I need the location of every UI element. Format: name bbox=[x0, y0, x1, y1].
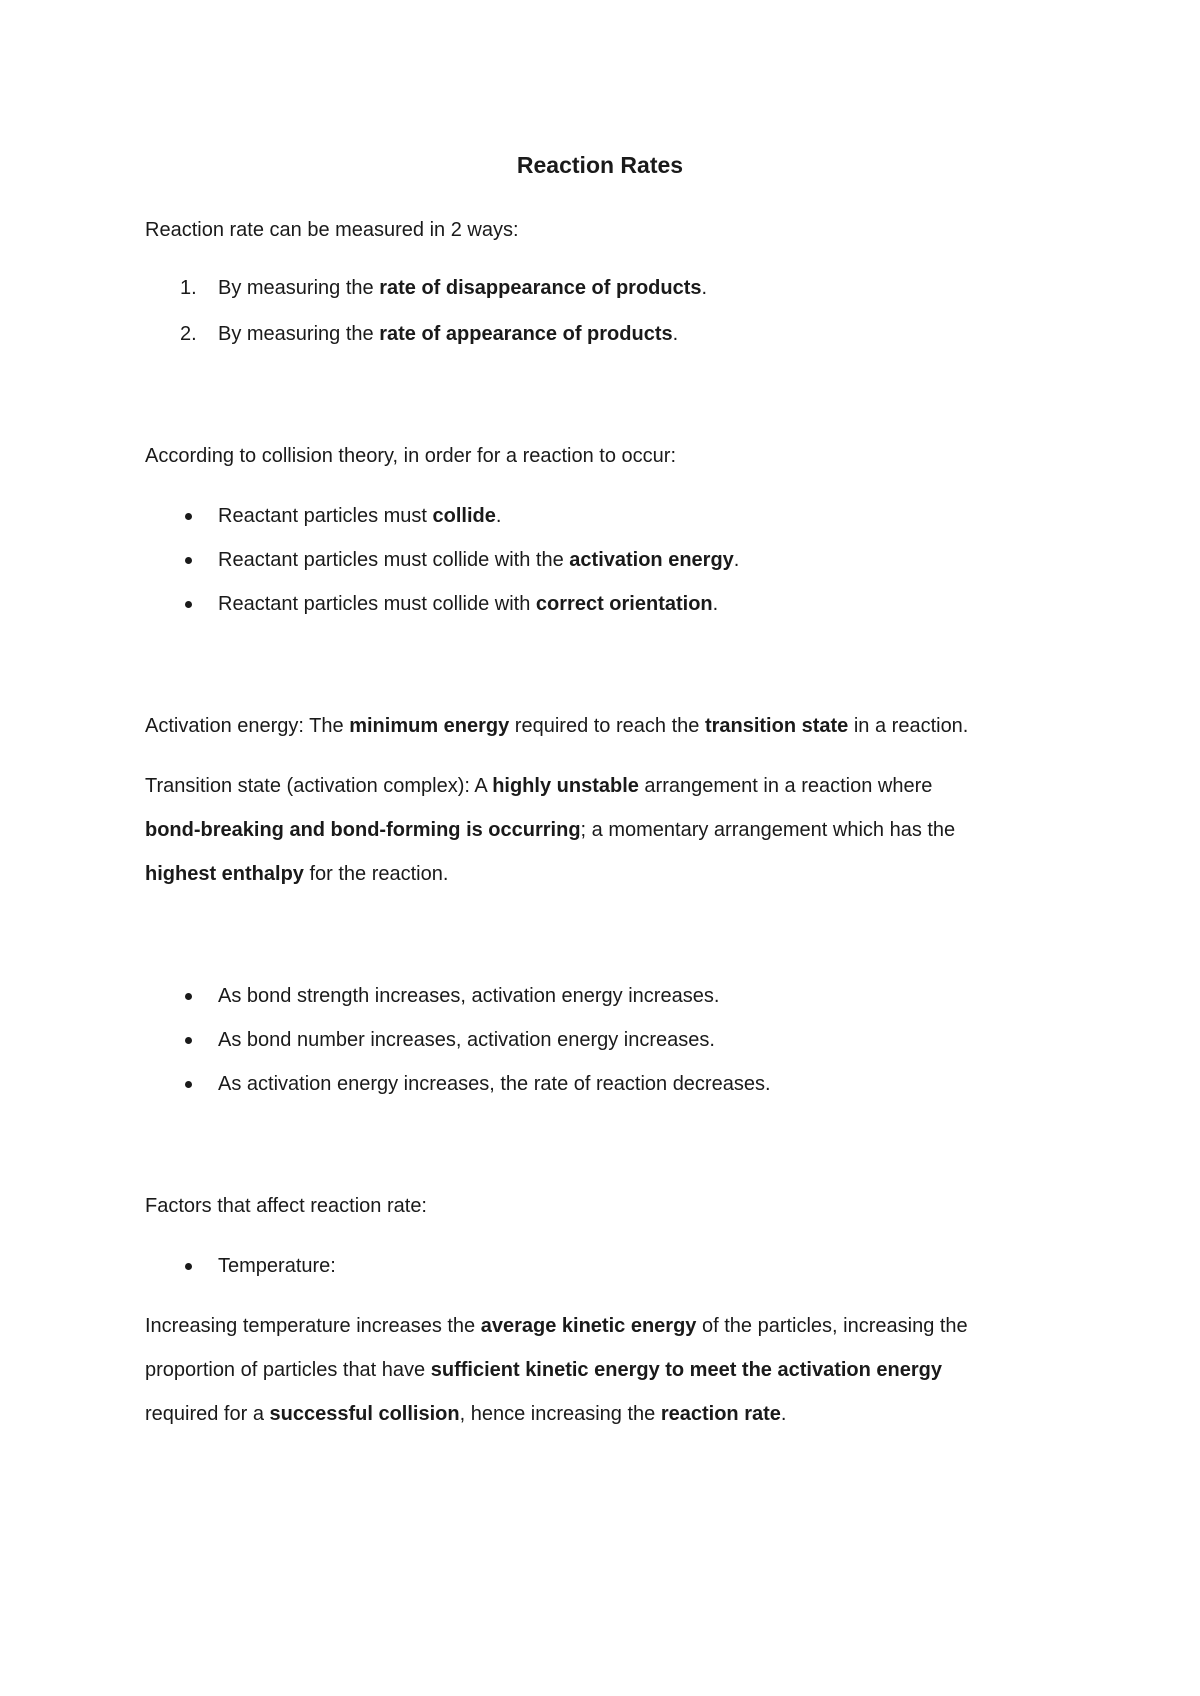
activation-definition: Activation energy: The minimum energy required to reach the transition state in a reaction. bbox=[145, 715, 969, 737]
bullet-icon bbox=[185, 993, 192, 1000]
temperature-paragraph-line: required for a successful collision, hence increasing the reaction rate. bbox=[145, 1403, 787, 1425]
list-number: 2. bbox=[180, 323, 197, 345]
intro-text: Reaction rate can be measured in 2 ways: bbox=[145, 219, 519, 241]
transition-definition-line: highest enthalpy for the reaction. bbox=[145, 863, 449, 885]
list-item: As bond strength increases, activation energy increases. bbox=[218, 985, 720, 1007]
bullet-icon bbox=[185, 513, 192, 520]
transition-definition-line: Transition state (activation complex): A highly unstable arrangement in a reaction where bbox=[145, 775, 933, 797]
bullet-icon bbox=[185, 557, 192, 564]
bullet-icon bbox=[185, 601, 192, 608]
factors-intro: Factors that affect reaction rate: bbox=[145, 1195, 427, 1217]
page-title: Reaction Rates bbox=[516, 152, 684, 178]
list-item: By measuring the rate of appearance of products. bbox=[218, 323, 679, 345]
list-item: Reactant particles must collide with the activation energy. bbox=[218, 549, 740, 571]
list-item: Reactant particles must collide with correct orientation. bbox=[218, 593, 719, 615]
list-item: As activation energy increases, the rate of reaction decreases. bbox=[218, 1073, 771, 1095]
collision-intro: According to collision theory, in order for a reaction to occur: bbox=[145, 445, 676, 467]
list-number: 1. bbox=[180, 277, 197, 299]
list-item: Temperature: bbox=[218, 1255, 336, 1277]
bullet-icon bbox=[185, 1263, 192, 1270]
list-item: By measuring the rate of disappearance of products. bbox=[218, 277, 708, 299]
temperature-paragraph-line: Increasing temperature increases the average kinetic energy of the particles, increasing the bbox=[145, 1315, 968, 1337]
temperature-paragraph-line: proportion of particles that have sufficient kinetic energy to meet the activation energy bbox=[145, 1359, 942, 1381]
list-item: Reactant particles must collide. bbox=[218, 505, 502, 527]
transition-definition-line: bond-breaking and bond-forming is occurring; a momentary arrangement which has the bbox=[145, 819, 956, 841]
bullet-icon bbox=[185, 1081, 192, 1088]
bullet-icon bbox=[185, 1037, 192, 1044]
list-item: As bond number increases, activation energy increases. bbox=[218, 1029, 715, 1051]
